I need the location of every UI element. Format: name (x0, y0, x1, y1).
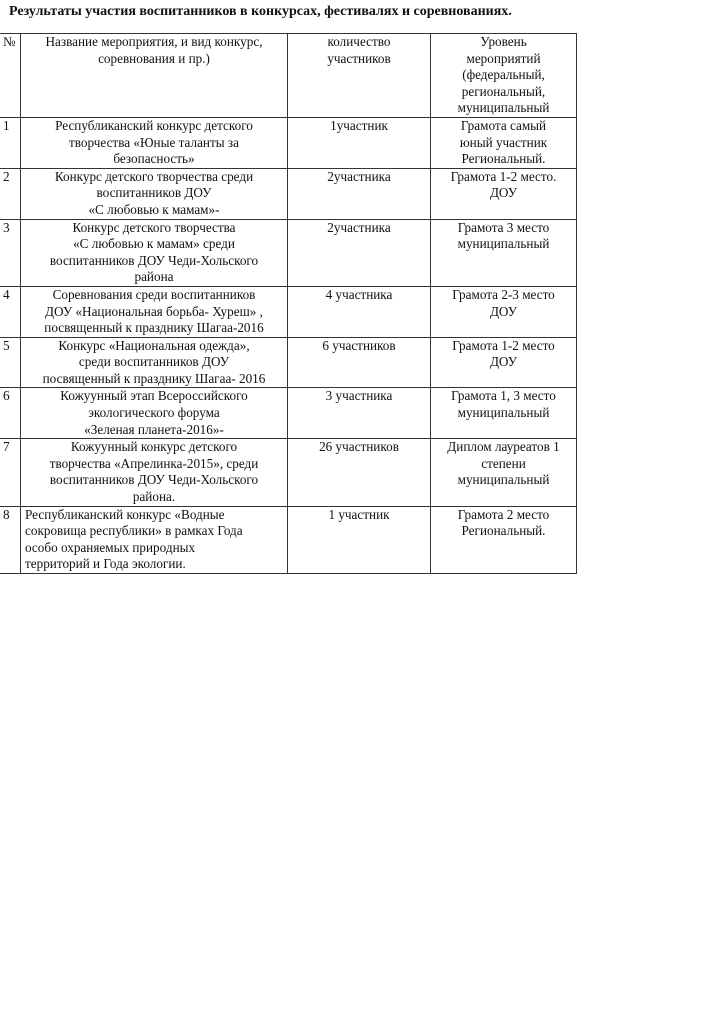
event-name-line: «Зеленая планета-2016»- (84, 421, 224, 437)
header-row (0, 34, 577, 118)
row-level (431, 117, 577, 168)
header-level-line: (федеральный, (462, 67, 545, 83)
level-line: Грамота 1-2 место (452, 337, 555, 353)
table-row (0, 219, 577, 286)
header-num: № (0, 34, 21, 118)
row-participant-count: 6 участников (288, 337, 431, 388)
header-name (21, 34, 288, 118)
row-num: 8 (0, 506, 21, 573)
level-line: Региональный. (461, 151, 546, 167)
level-line: ДОУ (489, 185, 518, 201)
row-num: 4 (0, 286, 21, 337)
event-name-line: Соревнования среди воспитанников (52, 286, 256, 302)
header-count (288, 34, 431, 118)
level-line: ДОУ (489, 354, 518, 370)
header-level-line: Уровень (480, 34, 527, 49)
event-name-line: воспитанников ДОУ Чеди-Хольского (49, 252, 259, 268)
row-event-name (21, 337, 288, 388)
document-title: Результаты участия воспитанников в конкурсах, фестивалях и соревнованиях. (9, 4, 512, 19)
event-name-line: района. (132, 489, 176, 505)
row-participant-count: 1 участник (288, 506, 431, 573)
header-name-line: соревнования и пр.) (98, 50, 210, 66)
row-num: 6 (0, 388, 21, 439)
event-name-line: Кожуунный этап Всероссийского (60, 388, 248, 404)
header-level (431, 34, 577, 118)
event-name-line: ДОУ «Национальная борьба- Хуреш» , (45, 303, 263, 319)
level-line: юный участник (459, 134, 548, 150)
header-level-line: муниципальный (457, 100, 550, 116)
level-line: муниципальный (457, 405, 550, 421)
event-name-line: воспитанников ДОУ (96, 185, 212, 201)
row-level (431, 506, 577, 573)
row-event-name (21, 117, 288, 168)
event-name-line: творчества «Апрелинка-2015», среди (49, 455, 259, 471)
event-name-line: посвященный к празднику Шагаа- 2016 (42, 370, 266, 386)
level-line: Диплом лауреатов 1 (447, 439, 560, 455)
row-participant-count: 2участника (288, 219, 431, 286)
row-event-name (21, 219, 288, 286)
table-row (0, 439, 577, 506)
row-event-name (21, 388, 288, 439)
table-row (0, 168, 577, 219)
row-participant-count: 4 участника (288, 286, 431, 337)
event-name-line: посвященный к празднику Шагаа-2016 (44, 320, 264, 336)
table-row (0, 337, 577, 388)
table-row (0, 506, 577, 573)
row-event-name (21, 506, 288, 573)
row-num: 3 (0, 219, 21, 286)
event-name-line: воспитанников ДОУ Чеди-Хольского (49, 472, 259, 488)
event-name-line: Республиканский конкурс детского (55, 117, 253, 133)
event-name-line: безопасность» (113, 151, 195, 167)
event-name-line: Кожуунный конкурс детского (70, 439, 238, 455)
event-name-line: «С любовью к мамам»- (88, 201, 220, 217)
event-name-line: Конкурс «Национальная одежда», (58, 337, 250, 353)
event-name-line: экологического форума (88, 405, 220, 421)
event-name-line: «С любовью к мамам» среди (73, 236, 235, 252)
event-name-line: особо охраняемых природных (25, 539, 196, 555)
event-name-line: территорий и Года экологии. (25, 556, 186, 572)
event-name-line: Конкурс детского творчества среди (54, 168, 254, 184)
level-line: ДОУ (489, 303, 518, 319)
event-name-line: района (134, 269, 174, 285)
row-num: 5 (0, 337, 21, 388)
row-num: 2 (0, 168, 21, 219)
level-line: муниципальный (457, 236, 550, 252)
level-line: Региональный. (461, 523, 546, 539)
row-level (431, 168, 577, 219)
row-event-name (21, 286, 288, 337)
row-participant-count: 26 участников (288, 439, 431, 506)
row-participant-count: 2участника (288, 168, 431, 219)
level-line: Грамота 1-2 место. (450, 168, 557, 184)
level-line: Грамота 3 место (457, 219, 550, 235)
level-line: Грамота 2-3 место (452, 286, 555, 302)
level-line: степени (481, 455, 526, 471)
event-name-line: сокровища республики» в рамках Года (25, 523, 243, 539)
row-event-name (21, 439, 288, 506)
event-name-line: Республиканский конкурс «Водные (25, 506, 225, 522)
row-level (431, 286, 577, 337)
level-line: муниципальный (457, 472, 550, 488)
row-level (431, 388, 577, 439)
level-line: Грамота 1, 3 место (451, 388, 556, 404)
table-row (0, 286, 577, 337)
row-participant-count: 1участник (288, 117, 431, 168)
header-level-line: региональный, (461, 83, 546, 99)
table-row (0, 117, 577, 168)
table-row (0, 388, 577, 439)
row-num: 7 (0, 439, 21, 506)
row-level (431, 337, 577, 388)
row-num: 1 (0, 117, 21, 168)
event-name-line: среди воспитанников ДОУ (78, 354, 230, 370)
results-table (0, 33, 577, 574)
level-line: Грамота 2 место (457, 506, 550, 522)
event-name-line: творчества «Юные таланты за (69, 134, 239, 150)
header-count-line: участников (327, 50, 391, 66)
header-name-line: Название мероприятия, и вид конкурс, (45, 34, 263, 49)
row-participant-count: 3 участника (288, 388, 431, 439)
header-level-line: мероприятий (466, 50, 541, 66)
row-event-name (21, 168, 288, 219)
event-name-line: Конкурс детского творчества (72, 219, 236, 235)
level-line: Грамота самый (460, 117, 547, 133)
header-count-line: количество (327, 34, 391, 49)
row-level (431, 439, 577, 506)
row-level (431, 219, 577, 286)
